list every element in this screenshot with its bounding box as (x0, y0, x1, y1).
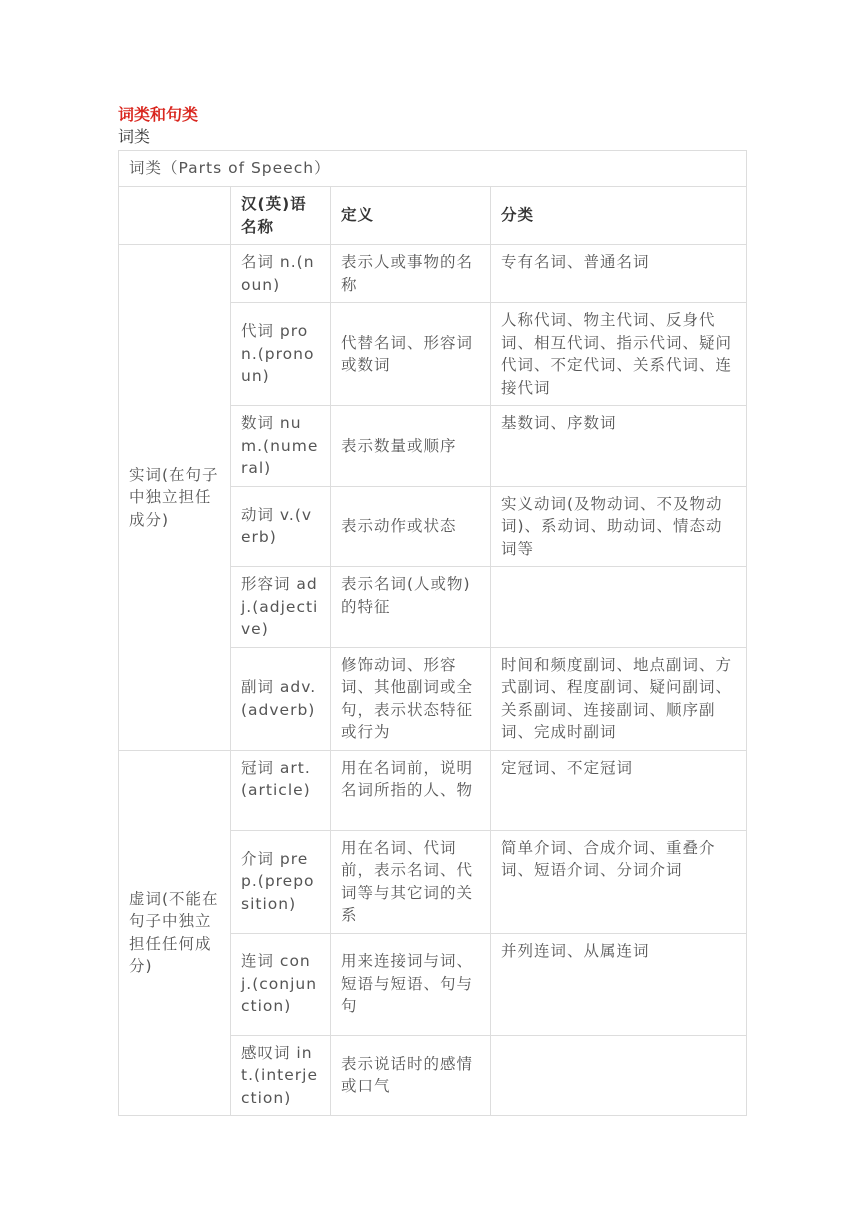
parts-of-speech-table (118, 150, 747, 1116)
word-class-categories: 实义动词(及物动词、不及物动词)、系动词、助动词、情态动词等 (491, 486, 747, 567)
word-class-name: 动词 v.(verb) (231, 486, 331, 567)
group-label-function-words: 虚词(不能在句子中独立担任任何成分) (119, 750, 231, 1116)
word-class-categories: 人称代词、物主代词、反身代词、相互代词、指示代词、疑问代词、不定代词、关系代词、连接代词 (491, 303, 747, 406)
word-class-definition: 用在名词、代词前，表示名词、代词等与其它词的关系 (331, 830, 491, 933)
word-class-definition: 代替名词、形容词或数词 (331, 303, 491, 406)
group-label-content-words: 实词(在句子中独立担任成分) (119, 245, 231, 751)
word-class-name: 介词 prep.(preposition) (231, 830, 331, 933)
word-class-definition: 表示人或事物的名称 (331, 245, 491, 303)
word-class-categories: 专有名词、普通名词 (491, 245, 747, 303)
word-class-categories: 基数词、序数词 (491, 406, 747, 487)
word-class-categories (491, 1035, 747, 1116)
word-class-categories: 简单介词、合成介词、重叠介词、短语介词、分词介词 (491, 830, 747, 933)
word-class-name: 形容词 adj.(adjective) (231, 567, 331, 648)
header-cell-name: 汉(英)语名称 (231, 187, 331, 245)
header-cell-definition: 定义 (331, 187, 491, 245)
word-class-name: 名词 n.(noun) (231, 245, 331, 303)
word-class-name: 连词 conj.(conjunction) (231, 933, 331, 1035)
word-class-definition: 表示说话时的感情或口气 (331, 1035, 491, 1116)
word-class-definition: 修饰动词、形容词、其他副词或全句，表示状态特征或行为 (331, 647, 491, 750)
word-class-name: 感叹词 int.(interjection) (231, 1035, 331, 1116)
header-cell-categories: 分类 (491, 187, 747, 245)
header-cell-blank (119, 187, 231, 245)
table-caption-row (119, 151, 747, 187)
table-row (119, 750, 747, 830)
table-header-row (119, 187, 747, 245)
word-class-definition: 表示数量或顺序 (331, 406, 491, 487)
table-row (119, 245, 747, 303)
word-class-definition: 用在名词前，说明名词所指的人、物 (331, 750, 491, 830)
section-heading: 词类和句类 (118, 105, 199, 124)
document-page (118, 104, 748, 1116)
word-class-categories (491, 567, 747, 648)
table-caption: 词类（Parts of Speech） (119, 151, 747, 187)
word-class-categories: 定冠词、不定冠词 (491, 750, 747, 830)
word-class-categories: 并列连词、从属连词 (491, 933, 747, 1035)
word-class-definition: 用来连接词与词、短语与短语、句与句 (331, 933, 491, 1035)
word-class-name: 代词 pron.(pronoun) (231, 303, 331, 406)
word-class-name: 冠词 art.(article) (231, 750, 331, 830)
word-class-name: 副词 adv.(adverb) (231, 647, 331, 750)
word-class-definition: 表示名词(人或物)的特征 (331, 567, 491, 648)
word-class-categories: 时间和频度副词、地点副词、方式副词、程度副词、疑问副词、关系副词、连接副词、顺序副词、完成时副词 (491, 647, 747, 750)
word-class-name: 数词 num.(numeral) (231, 406, 331, 487)
word-class-definition: 表示动作或状态 (331, 486, 491, 567)
section-subheading: 词类 (118, 127, 151, 146)
